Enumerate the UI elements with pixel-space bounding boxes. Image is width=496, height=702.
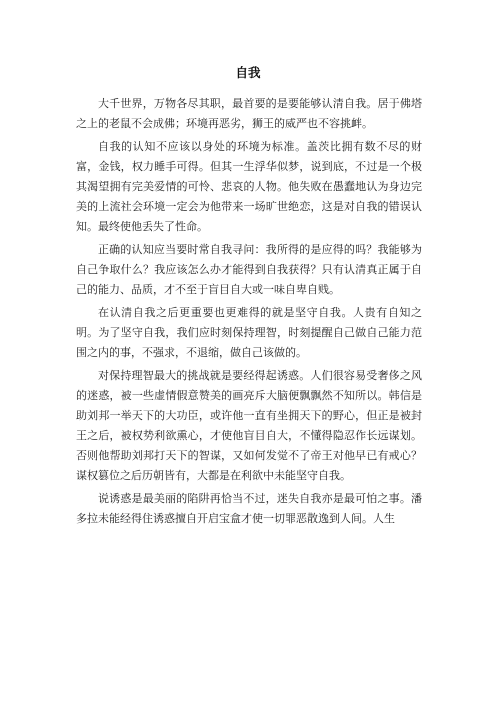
paragraph-2: 自我的认知不应该以身处的环境为标准。盖茨比拥有数不尽的财富，金钱，权力睡手可得。但其一生浮华似梦，说到底，不过是一个极其渴望拥有完美爱情的可怜、悲哀的人物。他失败在愚蠢地认为身边完美的上流社会环境一定会为他带来一场旷世绝恋，这是对自我的错误认知。最终使他丢失了性命。	[76, 140, 422, 233]
document-title: 自我	[235, 65, 261, 80]
paragraph-6: 说诱惑是最美丽的陷阱再恰当不过，迷失自我亦是最可怕之事。潘多拉未能经得住诱惑擅自开启宝盒才使一切罪恶散逸到人间。人生	[76, 492, 422, 525]
paragraph-3: 正确的认知应当要时常自我寻问：我所得的是应得的吗？我能够为自己争取什么？我应该怎么办才能得到自我获得？只有认清真正属于自己的能力、品质，才不至于盲目自大或一味自卑自贱。	[76, 243, 422, 296]
paragraph-1: 大千世界，万物各尽其职，最首要的是要能够认清自我。居于佛塔之上的老鼠不会成佛；环境再恶劣，狮王的威严也不容挑衅。	[76, 97, 422, 130]
paragraph-5: 对保持理智最大的挑战就是要经得起诱惑。人们很容易受奢侈之风的迷惑，被一些虚情假意赞美的画亮斥大脑便飘飘然不知所以。韩信是助刘邦一举天下的大功臣，或许他一直有坐拥天下的野心，但正是被封王之后，被权势利欲熏心，才使他盲目自大，不懂得隐忍作长远谋划。否则他帮助刘邦打天下的智谋，又如何发觉不了帝王对他早已有戒心？谋权篡位之后历朝皆有，大都是在利欲中未能坚守自我。	[76, 369, 422, 482]
paragraph-4: 在认清自我之后更重要也更难得的就是坚守自我。人贵有自知之明。为了坚守自我，我们应时刻保持理智，时刻提醒自己做自己能力范围之内的事，不强求，不退缩，做自己该做的。	[76, 306, 422, 359]
document-body	[76, 94, 422, 532]
